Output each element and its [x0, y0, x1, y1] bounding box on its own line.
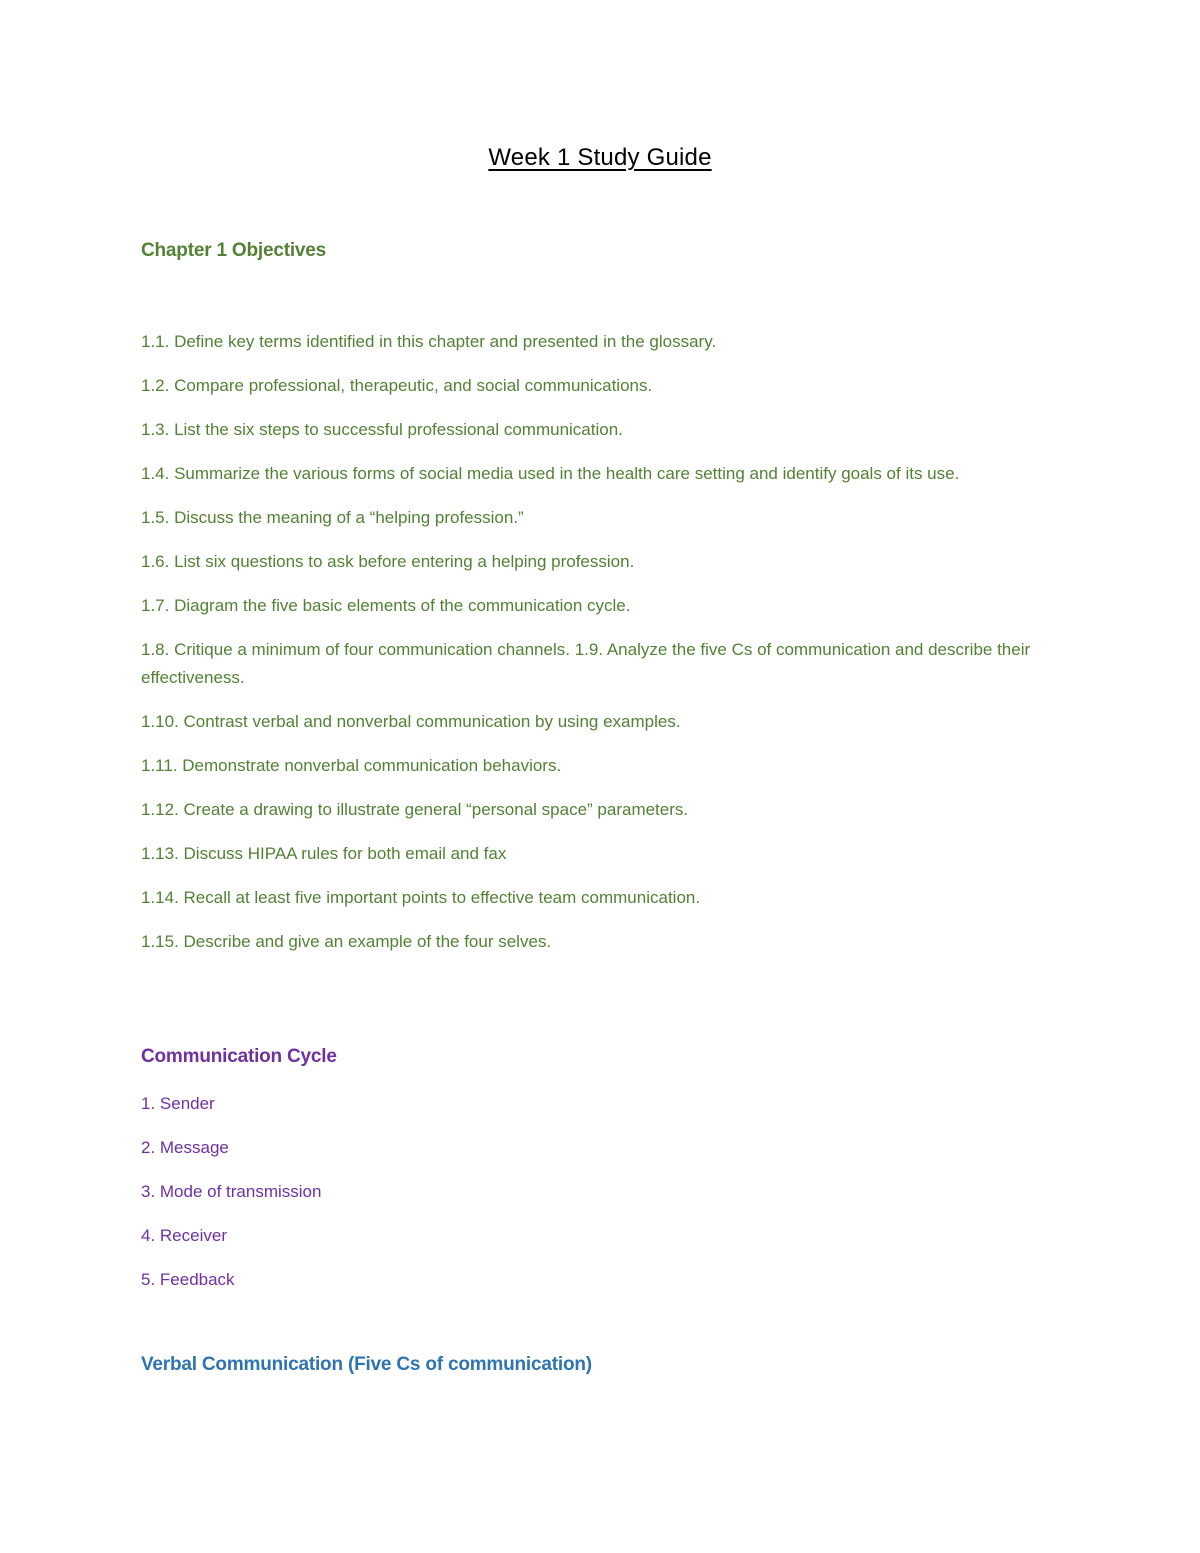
cycle-item: 4. Receiver: [141, 1226, 227, 1245]
objective-item: 1.3. List the six steps to successful professional communication.: [141, 420, 623, 439]
objective-item: 1.8. Critique a minimum of four communication channels. 1.9. Analyze the five Cs of communication and describe their effectiveness.: [141, 640, 1031, 687]
objective-item: 1.4. Summarize the various forms of social media used in the health care setting and identify goals of its use.: [141, 464, 960, 483]
objective-item: 1.13. Discuss HIPAA rules for both email and fax: [141, 844, 507, 863]
objective-item: 1.10. Contrast verbal and nonverbal communication by using examples.: [141, 712, 681, 731]
cycle-item: 2. Message: [141, 1138, 229, 1157]
objective-item: 1.14. Recall at least five important points to effective team communication.: [141, 888, 701, 907]
communication-cycle-list: [141, 1090, 321, 1310]
communication-cycle-heading: Communication Cycle: [141, 1046, 337, 1067]
chapter-objectives-heading: Chapter 1 Objectives: [141, 240, 327, 261]
cycle-item: 3. Mode of transmission: [141, 1182, 322, 1201]
document-title: Week 1 Study Guide: [488, 144, 712, 171]
objective-item: 1.15. Describe and give an example of the four selves.: [141, 932, 552, 951]
objectives-list: [141, 328, 1066, 972]
objective-item: 1.1. Define key terms identified in this chapter and presented in the glossary.: [141, 332, 717, 351]
objective-item: 1.5. Discuss the meaning of a “helping profession.”: [141, 508, 524, 527]
objective-item: 1.2. Compare professional, therapeutic, and social communications.: [141, 376, 653, 395]
verbal-communication-heading: Verbal Communication (Five Cs of communication): [141, 1354, 592, 1375]
cycle-item: 5. Feedback: [141, 1270, 235, 1289]
objective-item: 1.7. Diagram the five basic elements of the communication cycle.: [141, 596, 631, 615]
cycle-item: 1. Sender: [141, 1094, 215, 1113]
objective-item: 1.6. List six questions to ask before entering a helping profession.: [141, 552, 635, 571]
objective-item: 1.11. Demonstrate nonverbal communication behaviors.: [141, 756, 562, 775]
objective-item: 1.12. Create a drawing to illustrate general “personal space” parameters.: [141, 800, 689, 819]
